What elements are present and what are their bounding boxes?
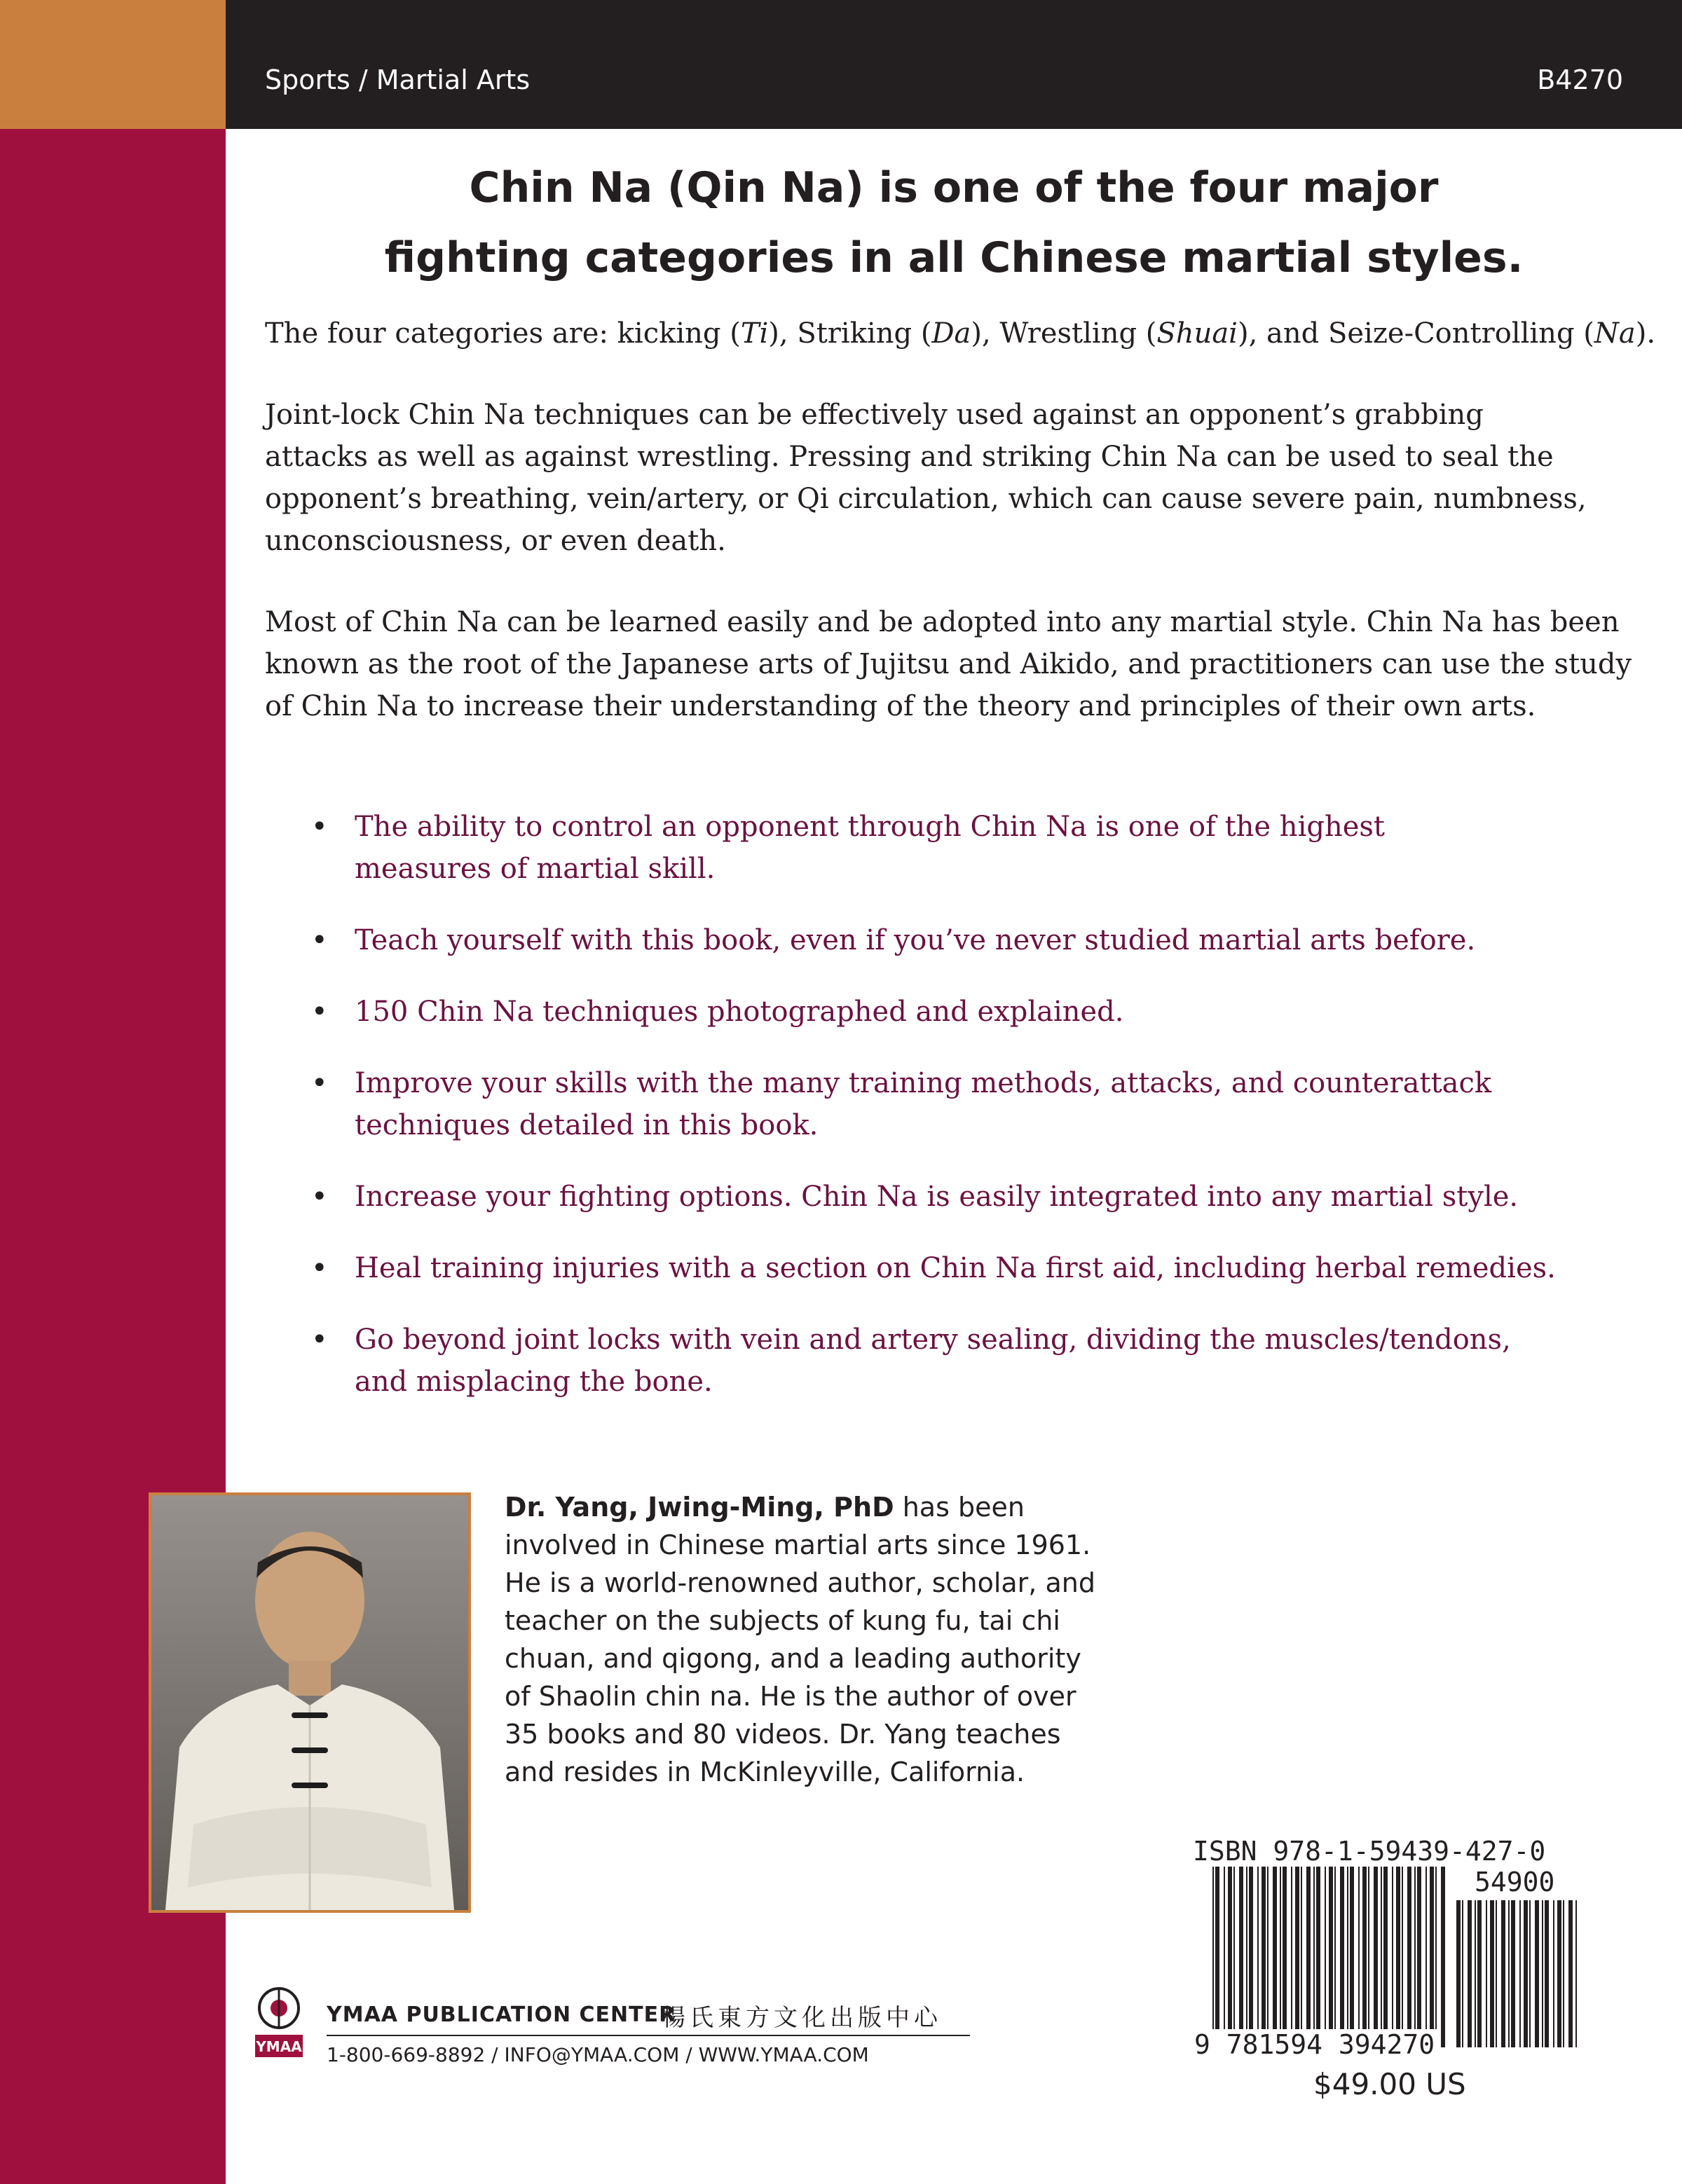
barcode-bar	[1519, 1900, 1521, 2047]
barcode-bar	[1267, 1867, 1269, 2047]
bullet-line: The ability to control an opponent through Chin Na is one of the highest	[355, 811, 1385, 843]
bullet-marker: •	[311, 1181, 328, 1213]
barcode-bar	[1407, 1867, 1411, 2047]
bullet-line: 150 Chin Na techniques photographed and explained.	[355, 996, 1124, 1028]
barcode-bar	[1508, 1900, 1510, 2047]
price-barcode	[1456, 1900, 1581, 2047]
bullet-item	[311, 991, 1124, 1033]
barcode-bar	[1316, 1867, 1320, 2047]
intro-paragraph-3	[265, 601, 1639, 727]
bio-line: He is a world-renowned author, scholar, and	[505, 1567, 1095, 1598]
bullet-marker: •	[311, 811, 328, 843]
header-accent-block	[0, 0, 226, 129]
bio-line: involved in Chinese martial arts since 1961.	[505, 1530, 1091, 1560]
barcode-bar	[1529, 1900, 1531, 2047]
bullet-line: Heal training injuries with a section on Chin Na first aid, including herbal remedies.	[355, 1252, 1556, 1284]
bullet-item	[311, 919, 1476, 961]
barcode-bar	[1233, 1867, 1235, 2047]
bullet-line: techniques detailed in this book.	[355, 1109, 819, 1141]
intro-paragraph-2	[265, 394, 1639, 562]
barcode-bar	[1280, 1867, 1281, 2047]
barcode-bar	[1430, 1867, 1434, 2047]
publisher-chinese-name: 楊氏東方文化出版中心	[662, 2004, 942, 2032]
bullet-line: Teach yourself with this book, even if you’ve never studied martial arts before.	[355, 924, 1476, 956]
p1-text-a: The four categories are: kicking (	[265, 317, 741, 350]
barcode-bar	[1456, 1900, 1461, 2047]
bio-line: teacher on the subjects of kung fu, tai chi	[505, 1605, 1060, 1636]
intro-paragraph-1	[265, 313, 1656, 355]
barcode-bar	[1340, 1867, 1344, 2047]
barcode-bar	[1396, 1867, 1400, 2047]
barcode-bar	[1381, 1867, 1382, 2047]
barcode-bar	[1246, 1867, 1247, 2047]
barcode-bar	[1468, 1900, 1472, 2047]
barcode-bar	[1313, 1867, 1315, 2047]
bio-line: of Shaolin chin na. He is the author of over	[505, 1681, 1076, 1712]
p1-term-ti: Ti	[740, 317, 769, 350]
author-name: Dr. Yang, Jwing-Ming, PhD	[505, 1492, 894, 1523]
barcode-bar	[1347, 1867, 1348, 2047]
bullet-item	[311, 1319, 1511, 1403]
bio-text: has been	[894, 1492, 1025, 1523]
bullet-marker: •	[311, 1067, 328, 1099]
p2-line: unconsciousness, or even death.	[265, 525, 726, 557]
barcode-bar	[1553, 1900, 1554, 2047]
barcode-bar	[1568, 1900, 1573, 2047]
bullet-item	[311, 806, 1385, 890]
barcode-bar	[1228, 1867, 1232, 2047]
p3-line: Most of Chin Na can be learned easily and be adopted into any martial style. Chin Na has been	[265, 606, 1620, 638]
barcode-number: 9 781594 394270	[1191, 2029, 1437, 2060]
publisher-name: YMAA PUBLICATION CENTER	[327, 2003, 676, 2027]
p1-text-d: ), and Seize-Controlling (	[1237, 317, 1594, 350]
barcode-bar	[1545, 1900, 1549, 2047]
barcode-bar	[1306, 1867, 1311, 2047]
p1-text-b: ), Striking (	[768, 317, 932, 350]
barcode-bar	[1524, 1900, 1528, 2047]
ymaa-logo-text: YMAA	[256, 2038, 302, 2055]
headline	[226, 153, 1682, 293]
bullet-item	[311, 1247, 1556, 1289]
barcode-bar	[1425, 1867, 1427, 2047]
barcode-bar	[1362, 1867, 1367, 2047]
p3-line: known as the root of the Japanese arts of Jujitsu and Aikido, and practitioners can use the study	[265, 648, 1632, 680]
barcode-bar	[1291, 1867, 1292, 2047]
p2-line: attacks as well as against wrestling. Pressing and striking Chin Na can be used to seal the	[265, 441, 1554, 473]
barcode-bar	[1239, 1867, 1243, 2047]
publisher-divider	[327, 2035, 970, 2036]
barcode-bar	[1383, 1867, 1388, 2047]
barcode-bar	[1511, 1900, 1515, 2047]
bullet-line: Increase your fighting options. Chin Na is easily integrated into any martial style.	[355, 1181, 1519, 1213]
barcode-bar	[1557, 1900, 1561, 2047]
barcode-bar	[1329, 1867, 1333, 2047]
publisher-contact: 1-800-669-8892 / INFO@YMAA.COM / WWW.YMAA.COM	[327, 2043, 869, 2066]
barcode-price-code: 54900	[1475, 1867, 1555, 1897]
barcode-bar	[1350, 1867, 1354, 2047]
barcode-bar	[1535, 1900, 1539, 2047]
author-portrait-illustration	[151, 1495, 468, 1910]
isbn-barcode	[1212, 1867, 1445, 2047]
bullet-line: and misplacing the bone.	[355, 1366, 713, 1398]
bio-line: 35 books and 80 videos. Dr. Yang teaches	[505, 1719, 1061, 1750]
bullet-marker: •	[311, 1324, 328, 1356]
bullet-item	[311, 1176, 1519, 1218]
barcode-bar	[1475, 1900, 1476, 2047]
barcode-bar	[1262, 1867, 1266, 2047]
barcode-bar	[1215, 1867, 1219, 2047]
headline-line-1: Chin Na (Qin Na) is one of the four major	[469, 163, 1439, 212]
p3-line: of Chin Na to increase their understanding of the theory and principles of their own arts.	[265, 690, 1536, 722]
barcode-bar	[1477, 1900, 1482, 2047]
barcode-bar	[1368, 1867, 1369, 2047]
barcode-bar	[1358, 1867, 1360, 2047]
bullet-marker: •	[311, 924, 328, 956]
author-bio	[505, 1488, 1135, 1791]
bio-line: and resides in McKinleyville, California.	[505, 1757, 1025, 1787]
barcode-bar	[1462, 1900, 1463, 2047]
barcode-bar	[1563, 1900, 1564, 2047]
barcode-bar	[1575, 1900, 1577, 2047]
barcode-bar	[1301, 1867, 1302, 2047]
p1-term-na: Na	[1594, 317, 1636, 350]
barcode-bar	[1441, 1867, 1445, 2047]
bio-line: chuan, and qigong, and a leading authority	[505, 1643, 1081, 1674]
barcode-bar	[1414, 1867, 1416, 2047]
p1-text-end: ).	[1635, 317, 1656, 350]
barcode-bar	[1486, 1900, 1487, 2047]
bullet-line: Improve your skills with the many training methods, attacks, and counterattack	[355, 1067, 1492, 1099]
price: $49.00 US	[1313, 2067, 1466, 2101]
p1-term-da: Da	[931, 317, 971, 350]
category-label: Sports / Martial Arts	[265, 64, 531, 95]
p2-line: opponent’s breathing, vein/artery, or Qi circulation, which can cause severe pain, numbness,	[265, 483, 1587, 515]
bullet-line: Go beyond joint locks with vein and artery sealing, dividing the muscles/tendons,	[355, 1324, 1511, 1356]
barcode-bar	[1249, 1867, 1253, 2047]
bullet-item	[311, 1062, 1492, 1146]
bullet-line: measures of martial skill.	[355, 853, 716, 885]
barcode-bar	[1374, 1867, 1378, 2047]
barcode-bar	[1325, 1867, 1326, 2047]
p1-text-c: ), Wrestling (	[971, 317, 1157, 350]
isbn-label: ISBN 978-1-59439-427-0	[1193, 1836, 1546, 1867]
barcode-bar	[1496, 1900, 1497, 2047]
barcode-bar	[1224, 1867, 1225, 2047]
bullet-marker: •	[311, 996, 328, 1028]
book-code: B4270	[1537, 64, 1623, 95]
barcode-bar	[1435, 1867, 1437, 2047]
ymaa-logo-icon	[252, 1986, 306, 2063]
barcode-bar	[1295, 1867, 1299, 2047]
p1-term-shuai: Shuai	[1156, 317, 1238, 350]
barcode-bar	[1402, 1867, 1403, 2047]
barcode-bar	[1542, 1900, 1543, 2047]
barcode-bar	[1501, 1900, 1505, 2047]
author-photo	[149, 1492, 471, 1913]
barcode-bar	[1417, 1867, 1421, 2047]
barcode-bar	[1283, 1867, 1287, 2047]
p2-line: Joint-lock Chin Na techniques can be effectively used against an opponent’s grabbing	[265, 399, 1484, 431]
barcode-bar	[1334, 1867, 1336, 2047]
barcode-bar	[1257, 1867, 1259, 2047]
barcode-bar	[1392, 1867, 1393, 2047]
barcode-bar	[1490, 1900, 1494, 2047]
headline-line-2: fighting categories in all Chinese martial styles.	[384, 233, 1524, 282]
barcode-bar	[1212, 1867, 1214, 2047]
bullet-marker: •	[311, 1252, 328, 1284]
barcode-bar	[1273, 1867, 1277, 2047]
